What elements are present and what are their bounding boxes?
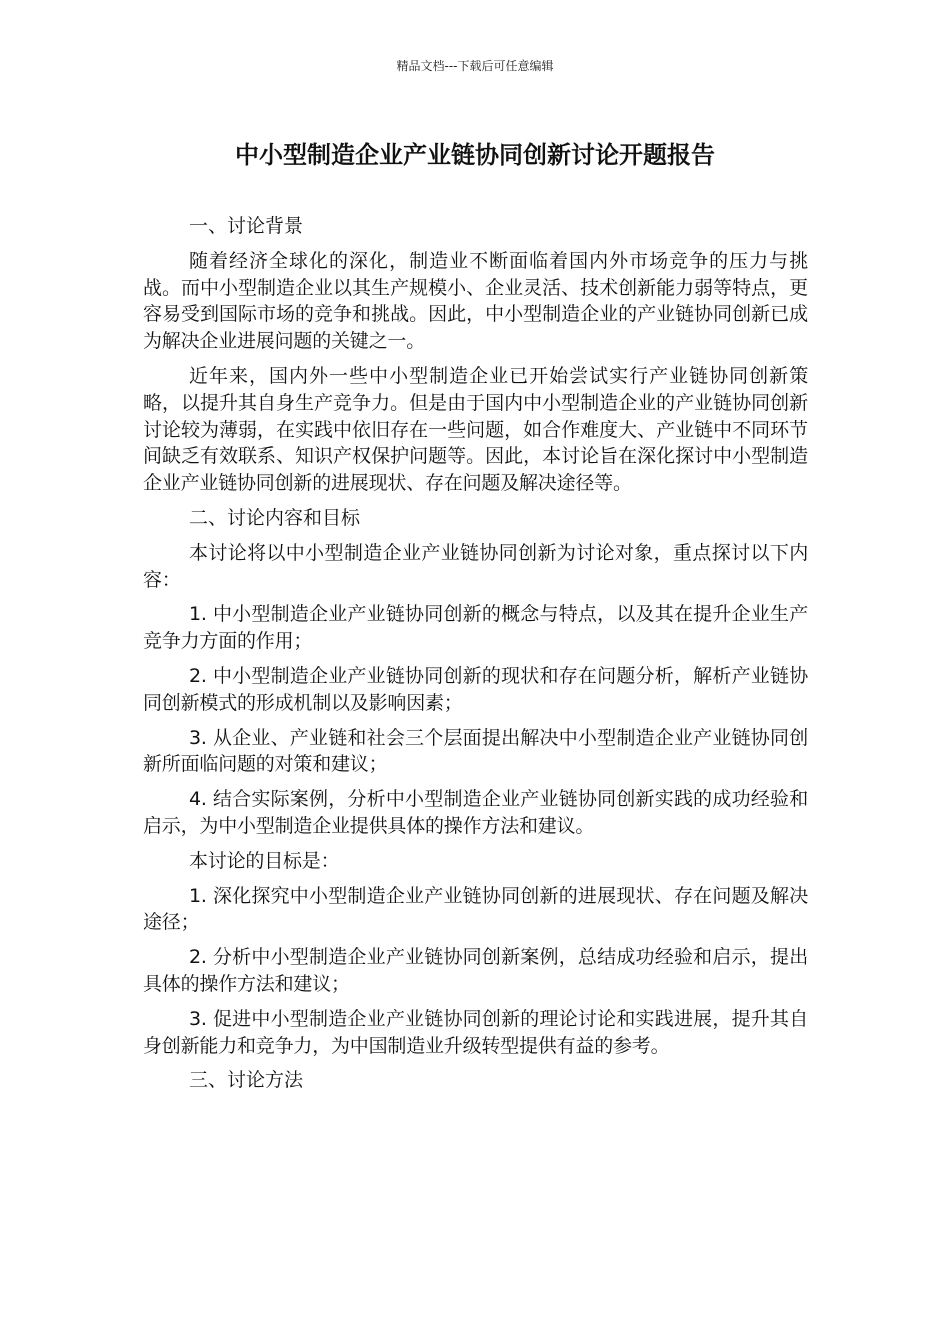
list-item-content-1: 1. 中小型制造企业产业链协同创新的概念与特点，以及其在提升企业生产竞争力方面的作用；	[143, 603, 808, 653]
list-item-goal-2: 2. 分析中小型制造企业产业链协同创新案例，总结成功经验和启示，提出具体的操作方法和建议；	[143, 946, 808, 995]
section-heading-background: 一、讨论背景	[189, 215, 304, 237]
paragraph-goals-intro: 本讨论的目标是：	[189, 849, 340, 872]
list-item-goal-3: 3. 促进中小型制造企业产业链协同创新的理论讨论和实践进展，提升其自身创新能力和竞争力，为中国制造业升级转型提供有益的参考。	[143, 1007, 808, 1057]
paragraph-background-2: 近年来，国内外一些中小型制造企业已开始尝试实行产业链协同创新策略，以提升其自身生产竞争力。但是由于国内中小型制造企业的产业链协同创新讨论较为薄弱，在实践中依旧存在一些问题，如合作难度大、产业链中不同环节间缺乏有效联系、知识产权保护问题等。因此，本讨论旨在深化探讨中小型制造企业产业链协同创新的进展现状、存在问题及解决途径等。	[143, 364, 808, 495]
paragraph-content-intro: 本讨论将以中小型制造企业产业链协同创新为讨论对象，重点探讨以下内容：	[143, 541, 808, 591]
header-note: 精品文档---下载后可任意编辑	[396, 59, 554, 73]
paragraph-background-1: 随着经济全球化的深化，制造业不断面临着国内外市场竞争的压力与挑战。而中小型制造企业以其生产规模小、企业灵活、技术创新能力弱等特点，更容易受到国际市场的竞争和挑战。因此，中小型制造企业的产业链协同创新已成为解决企业进展问题的关键之一。	[143, 249, 808, 353]
section-heading-content-goals: 二、讨论内容和目标	[189, 506, 361, 529]
list-item-goal-1: 1. 深化探究中小型制造企业产业链协同创新的进展现状、存在问题及解决途径；	[143, 884, 808, 934]
list-item-content-2: 2. 中小型制造企业产业链协同创新的现状和存在问题分析，解析产业链协同创新模式的形成机制以及影响因素；	[143, 664, 808, 714]
list-item-content-4: 4. 结合实际案例，分析中小型制造企业产业链协同创新实践的成功经验和启示，为中小型制造企业提供具体的操作方法和建议。	[143, 788, 808, 837]
section-heading-methods: 三、讨论方法	[189, 1069, 304, 1092]
list-item-content-3: 3. 从企业、产业链和社会三个层面提出解决中小型制造企业产业链协同创新所面临问题的对策和建议；	[143, 726, 808, 776]
document-title: 中小型制造企业产业链协同创新讨论开题报告	[235, 141, 715, 169]
document-body	[143, 213, 808, 1102]
